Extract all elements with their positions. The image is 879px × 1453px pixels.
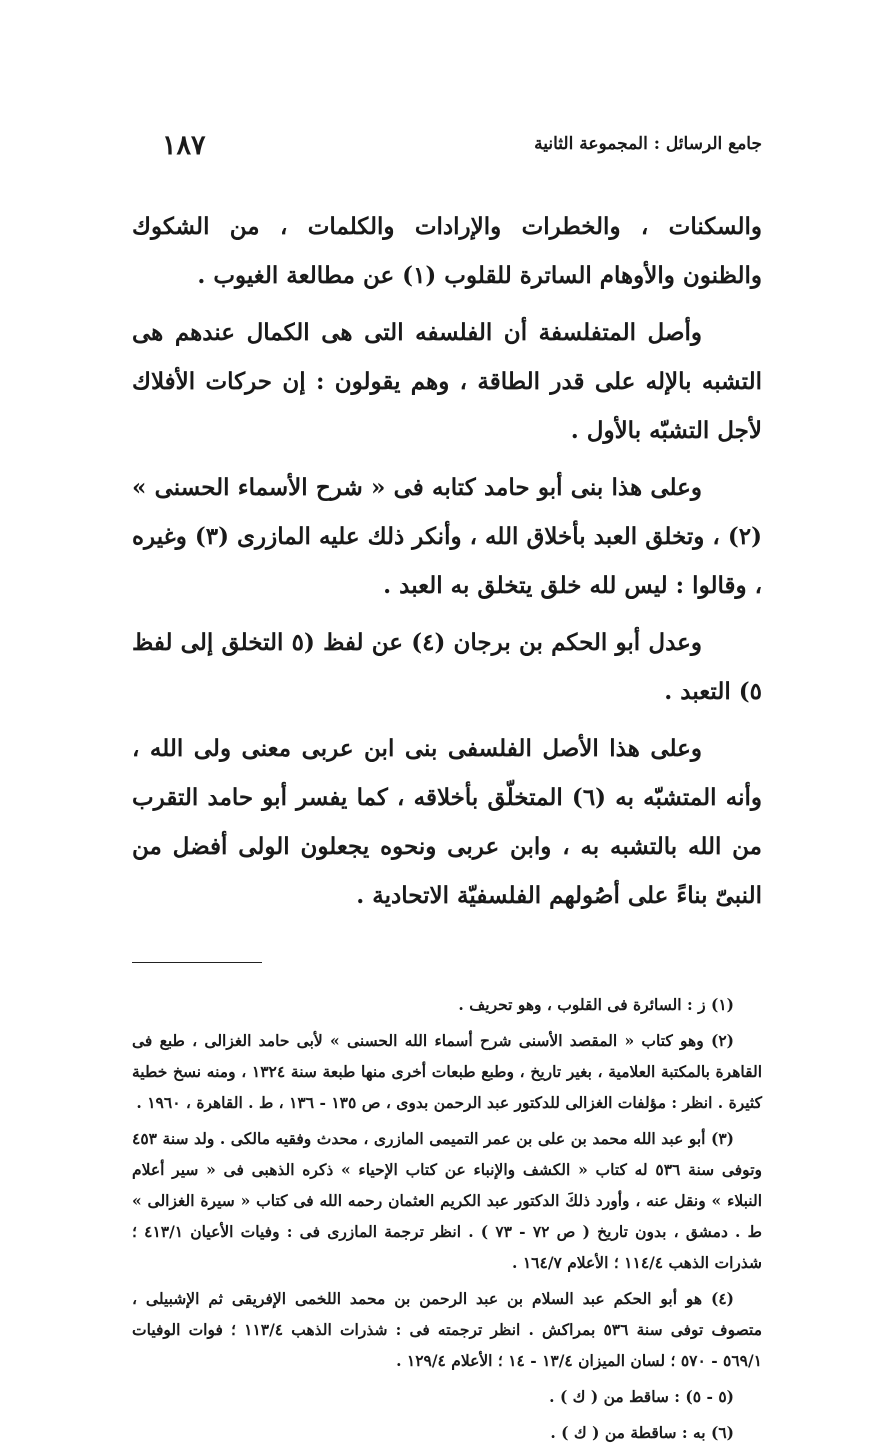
footnote: (٣) أبو عبد الله محمد بن على بن عمر التميمى المازرى ، محدث وفقيه مالكى . ولد سنة ٤٥٣ وتوفى سنة ٥٣٦ له كتاب « الكشف والإنباء عن كتاب الإحياء » ذكره الذهبى فى « سير أعلام النبلاء » ونقل عنه ، وأورد ذلكَ الدكتور عبد الكريم العثمان رحمه الله فى كتاب « سيرة الغزالى » ط . دمشق ، بدون تاريخ ( ص ٧٢ - ٧٣ ) . انظر ترجمة المازرى فى : وفيات الأعيان ٤١٣/١ ؛ شذرات الذهب ١١٤/٤ ؛ الأعلام ١٦٤/٧ . <box>132 1129 762 1272</box>
footnotes <box>132 989 762 1448</box>
running-title: جامع الرسائل : المجموعة الثانية <box>534 134 762 154</box>
footnote: (٦) به : ساقطة من ( ك ) . <box>550 1423 734 1442</box>
running-header <box>132 130 762 176</box>
paragraph: وأصل المتفلسفة أن الفلسفه التى هى الكمال عندهم هى التشبه بالإله على قدر الطاقة ، وهم يقولون : إن حركات الأفلاك لأجل التشبّه بالأول . <box>132 319 762 444</box>
paragraph: والسكنات ، والخطرات والإرادات والكلمات ، من الشكوك والظنون والأوهام الساترة للقلوب (١) عن مطالعة الغيوب . <box>132 213 762 289</box>
paragraph: وعلى هذا الأصل الفلسفى بنى ابن عربى معنى ولى الله ، وأنه المتشبّه به (٦) المتخلّق بأخلاقه ، كما يفسر أبو حامد التقرب من الله بالتشبه به ، وابن عربى ونحوه يجعلون الولى أفضل من النبىّ بناءً على أصُولهم الفلسفيّة الاتحادية . <box>132 735 762 909</box>
footnote: (٥ - ٥) : ساقط من ( ك ) . <box>549 1387 734 1406</box>
footnote-separator <box>132 962 262 963</box>
footnote: (٢) وهو كتاب « المقصد الأسنى شرح أسماء الله الحسنى » لأبى حامد الغزالى ، طبع فى القاهرة بالمكتبة العلامية ، بغير تاريخ ، وطبع طبعات أخرى منها طبعة سنة ١٣٢٤ ، ومنه نسخ خطية كثيرة . انظر : مؤلفات الغزالى للدكتور عبد الرحمن بدوى ، ص ١٣٥ - ١٣٦ ، ط . القاهرة ، ١٩٦٠ . <box>132 1031 762 1112</box>
footnote: (٤) هو أبو الحكم عبد السلام بن عبد الرحمن بن محمد اللخمى الإفريقى ثم الإشبيلى ، متصوف توفى سنة ٥٣٦ بمراكش . انظر ترجمته فى : شذرات الذهب ١١٣/٤ ؛ فوات الوفيات ٥٦٩/١ - ٥٧٠ ؛ لسان الميزان ١٣/٤ - ١٤ ؛ الأعلام ١٢٩/٤ . <box>132 1289 763 1370</box>
main-text <box>132 202 762 920</box>
paragraph: وعلى هذا بنى أبو حامد كتابه فى « شرح الأسماء الحسنى » (٢) ، وتخلق العبد بأخلاق الله ، وأنكر ذلك عليه المازرى (٣) وغيره ، وقالوا : ليس لله خلق يتخلق به العبد . <box>132 474 762 599</box>
paragraph: وعدل أبو الحكم بن برجان (٤) عن لفظ (٥ التخلق إلى لفظ ٥) التعبد . <box>132 629 762 705</box>
document-page <box>132 130 762 1453</box>
page-number: ١٨٧ <box>162 130 206 161</box>
footnote: (١) ز : السائرة فى القلوب ، وهو تحريف . <box>458 995 734 1014</box>
